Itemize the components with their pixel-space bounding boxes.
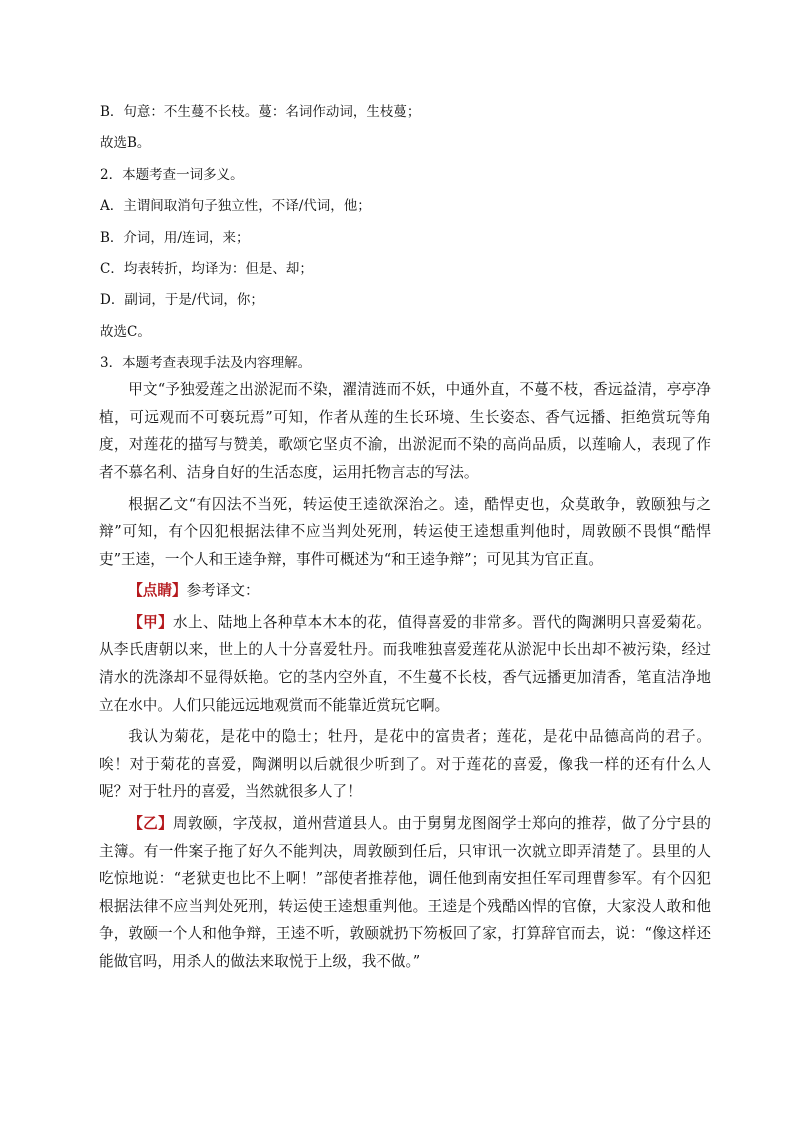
analysis-paragraph-jia: 甲文“予独爱莲之出淤泥而不染，濯清涟而不妖，中通外直，不蔓不枝，香远益清，亭亭净植，可远观而不可亵玩焉”可知，作者从莲的生长环境、生长姿态、香气远播、拒绝赏玩等角度，对莲花的描写与赞美，歌颂它坚贞不渝，出淤泥而不染的高尚品质，以莲喻人，表现了作者不慕名利、洁身自好的生活态度，运用托物言志的写法。: [99, 381, 711, 481]
translation-jia-paragraph: [99, 609, 711, 719]
note-label: 【点睛】: [128, 582, 187, 600]
jia-label: 【甲】: [128, 613, 174, 631]
translation-jia-paragraph-2: 我认为菊花，是花中的隐士；牡丹，是花中的富贵者；莲花，是花中品德高尚的君子。唉！对于菊花的喜爱，陶渊明以后就很少听到了。对于莲花的喜爱，像我一样的还有什么人呢？对于牡丹的喜爱，当然就很多人了！: [99, 728, 711, 801]
note-text: 参考译文：: [186, 582, 260, 600]
analysis-paragraph-yi: 根据乙文“有囚法不当死，转运使王逵欲深治之。逵，酷悍吏也，众莫敢争，敦颐独与之辩”可知，有个囚犯根据法律不应当判处死刑，转运使王逵想重判他时，周敦颐不畏惧“酷悍吏”王逵，一个人和王逵争辩，事件可概述为“和王逵争辩”；可见其为官正直。: [99, 495, 711, 568]
answer-line-q2-c: C．均表转折，均译为：但是、却；: [100, 260, 313, 277]
answer-line-choose-b: 故选B。: [100, 135, 151, 152]
yi-label: 【乙】: [128, 815, 174, 833]
answer-line-choose-c: 故选C。: [100, 323, 151, 340]
document-body: [99, 101, 711, 976]
answer-line-q2-a: A．主谓间取消句子独立性，不译/代词，他；: [100, 198, 371, 215]
answer-line-q2-title: 2．本题考查一词多义。: [100, 166, 244, 183]
answer-line-q2-b: B．介词，用/连词，来；: [100, 229, 250, 246]
answer-line-q3-title: 3．本题考查表现手法及内容理解。: [100, 355, 312, 372]
note-heading: [99, 577, 700, 605]
translation-yi-paragraph: [99, 810, 711, 976]
yi-text: 周敦颐，字茂叔，道州营道县人。由于舅舅龙图阁学士郑向的推荐，做了分宁县的主簿。有一件案子拖了好久不能判决，周敦颐到任后，只审讯一次就立即弄清楚了。县里的人吃惊地说：“老狱吏也比不上啊！”部使者推荐他，调任他到南安担任军司理曹参军。有个囚犯根据法律不应当判处死刑，转运使王逵想重判他。王逵是个残酷凶悍的官僚，大家没人敢和他争，敦颐一个人和他争辩，王逵不听，敦颐就扔下笏板回了家，打算辞官而去，说：“像这样还能做官吗，用杀人的做法来取悦于上级，我不做。”: [99, 815, 711, 970]
answer-line-q2-d: D．副词，于是/代词，你；: [100, 292, 264, 309]
answer-line-b-meaning: B．句意：不生蔓不长枝。蔓：名词作动词，生枝蔓；: [100, 104, 421, 120]
jia-text: 水上、陆地上各种草本木本的花，值得喜爱的非常多。晋代的陶渊明只喜爱菊花。从李氏唐朝以来，世上的人十分喜爱牡丹。而我唯独喜爱莲花从淤泥中长出却不被污染，经过清水的洗涤却不显得妖艳。它的茎内空外直，不生蔓不长枝，香气远播更加清香，笔直洁净地立在水中。人们只能远远地观赏而不能靠近赏玩它啊。: [99, 613, 711, 714]
